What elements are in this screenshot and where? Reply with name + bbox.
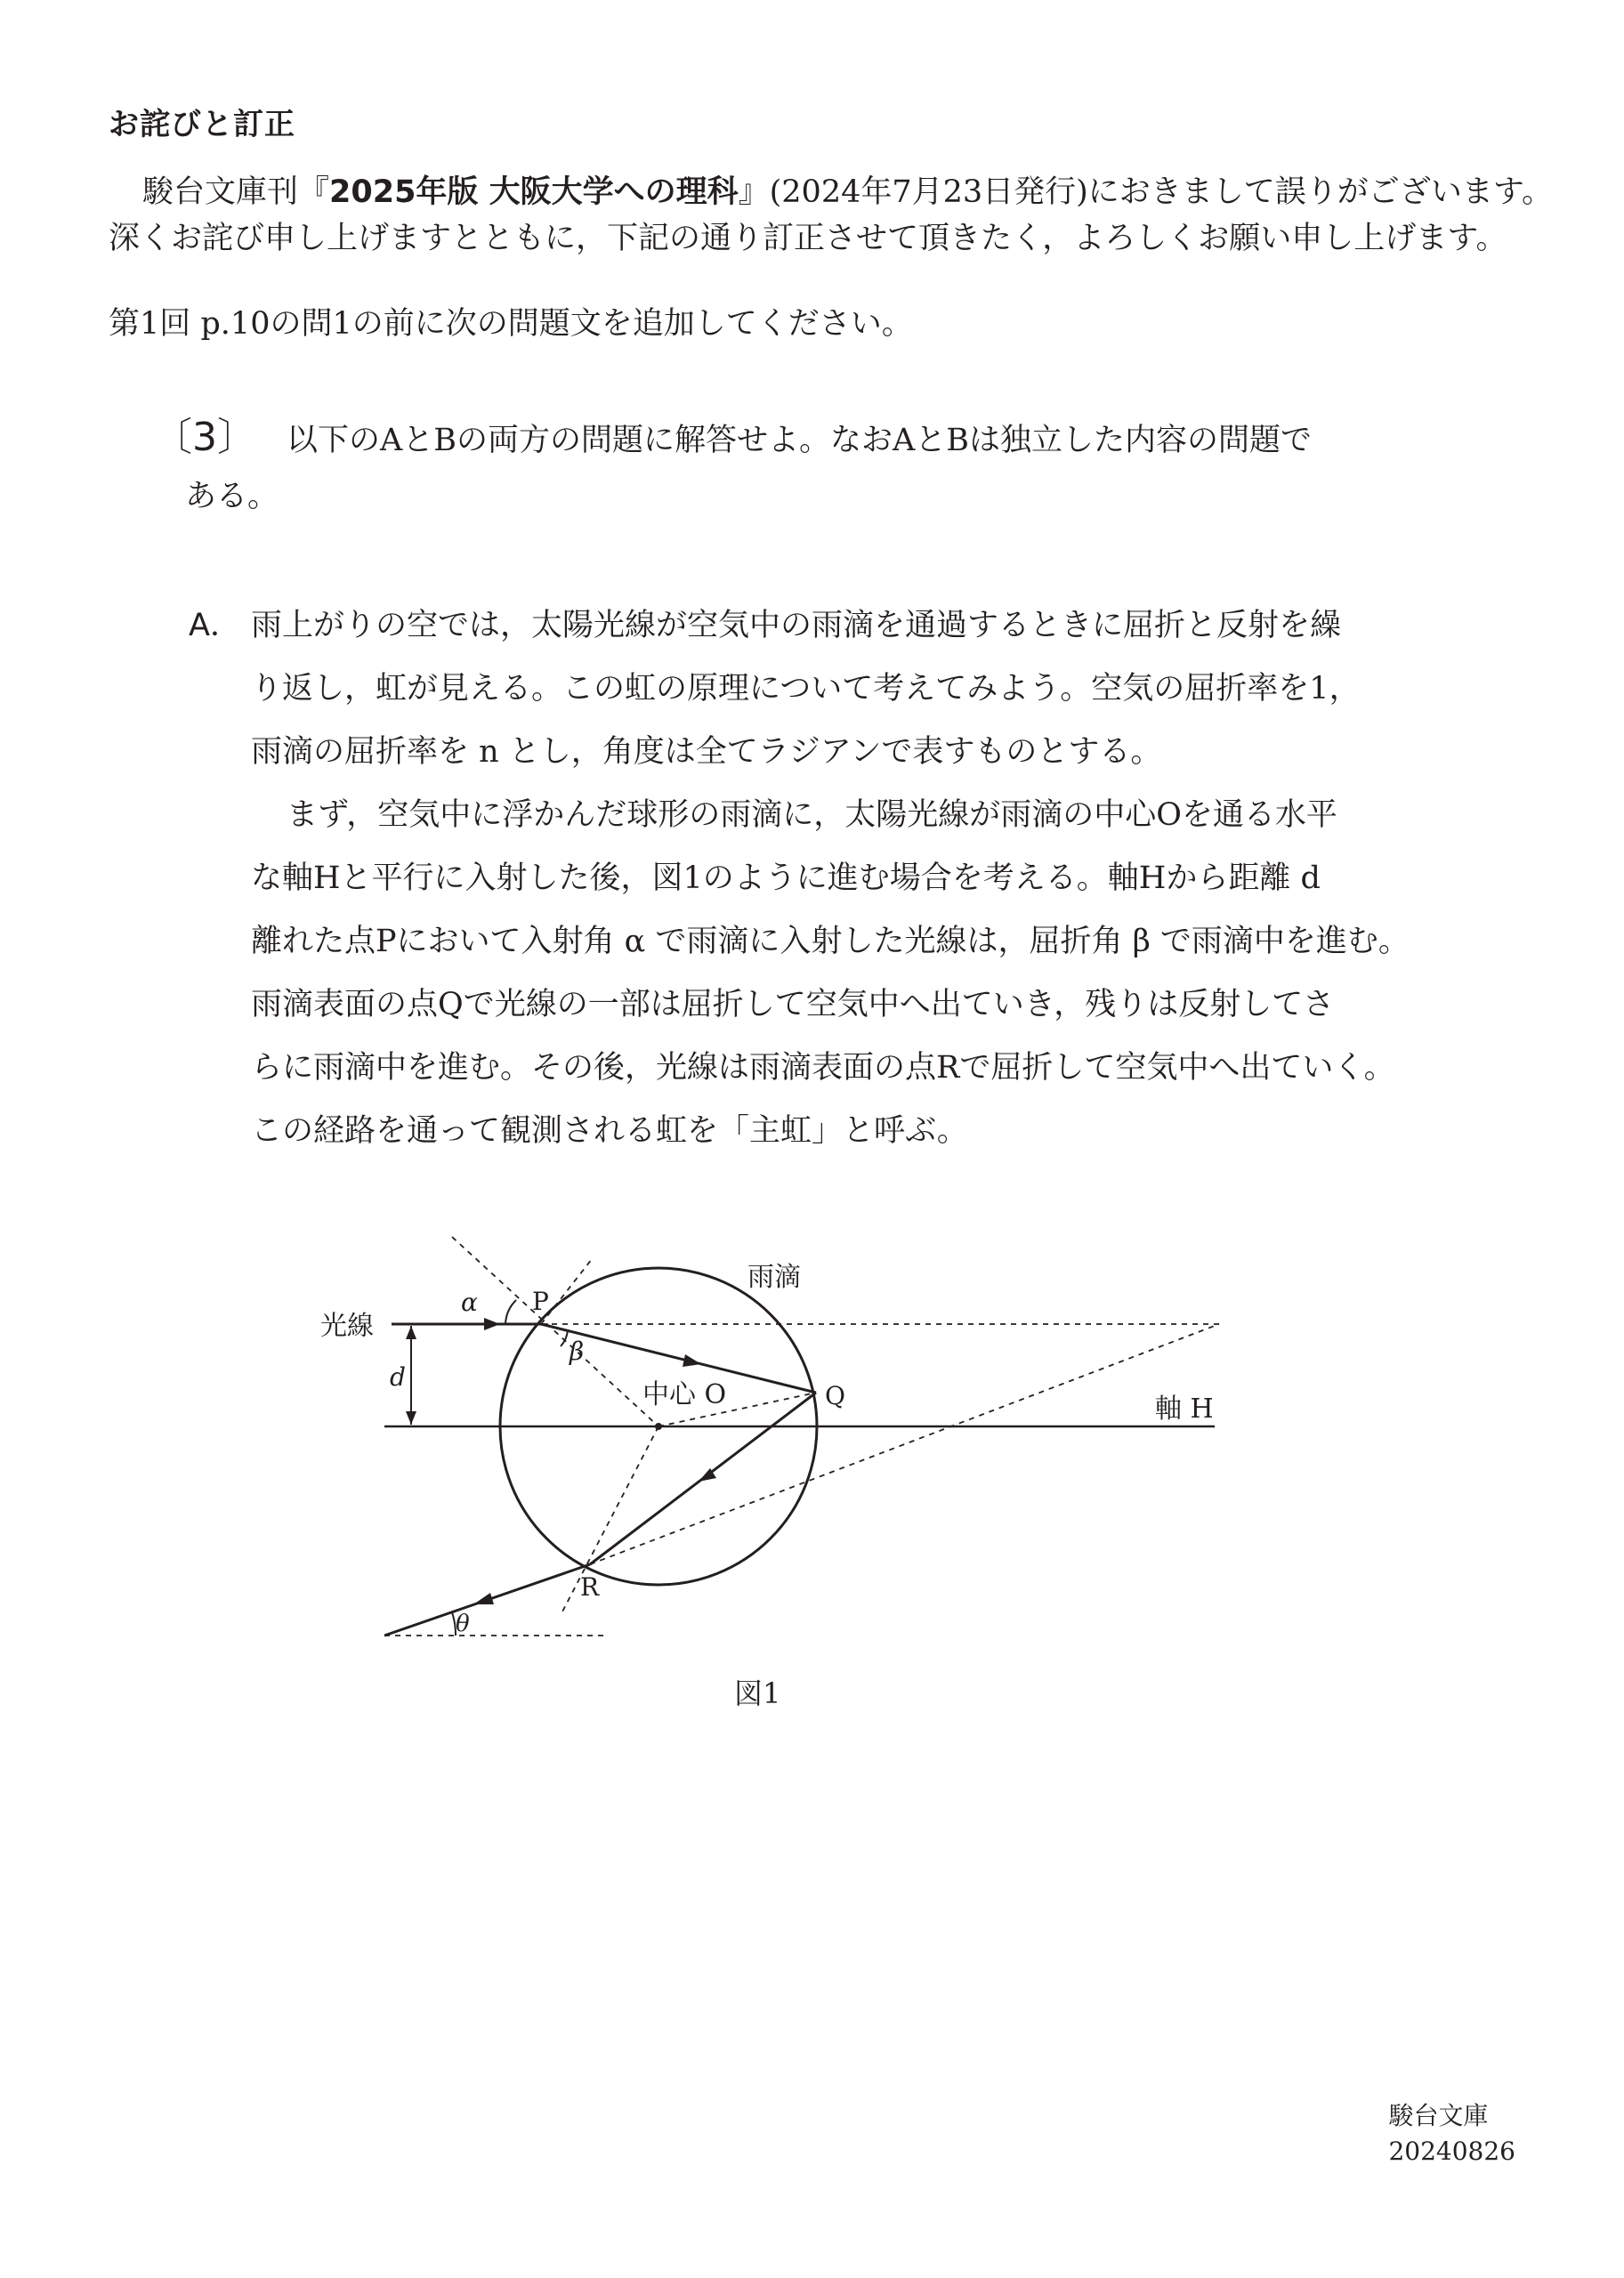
part-a-line-8: らに雨滴中を進む。その後，光線は雨滴表面の点Rで屈折して空気中へ出ていく。 [251,1050,1395,1086]
problem-number: 〔3〕 [153,415,256,460]
problem-line-2: ある。 [185,479,279,514]
footer-publisher: 駿台文庫 [1388,2101,1489,2130]
instruction-text: 第1回 p.10の問1の前に次の問題文を追加してください。 [109,306,913,342]
part-a-line-9: この経路を通って観測される虹を「主虹」と呼ぶ。 [251,1113,968,1149]
label-alpha: α [461,1288,478,1317]
footer-date: 20240826 [1388,2137,1515,2166]
label-d: d [390,1362,406,1392]
part-a-line-5: な軸Hと平行に入射した後，図1のように進む場合を考える。軸Hから距離 d [251,860,1321,896]
book-title: 2025年版 大阪大学への理科 [329,174,739,210]
part-a-line-6: 離れた点Pにおいて入射角 α で雨滴に入射した光線は，屈折角 β で雨滴中を進む。 [251,924,1410,959]
part-a-line-4: まず，空気中に浮かんだ球形の雨滴に，太陽光線が雨滴の中心Oを通る水平 [287,797,1337,833]
label-q: Q [825,1381,845,1410]
alpha-arc [505,1300,516,1324]
beta-arc [561,1330,568,1346]
label-beta: β [570,1337,585,1366]
arrow-incident [484,1318,500,1330]
arrow-d-top [406,1326,416,1339]
page-heading: お詫びと訂正 [109,107,295,142]
problem-header [153,405,1312,462]
arrow-d-bottom [406,1411,416,1425]
label-drop: 雨滴 [747,1262,801,1293]
label-p: P [532,1287,549,1316]
intro-line-1 [109,169,1554,215]
page-footer [1388,2098,1515,2169]
label-center: 中心 O [642,1379,727,1410]
problem-line-1: 以下のAとBの両方の問題に解答せよ。なおAとBは独立した内容の問題で [287,423,1312,458]
center-point [655,1423,662,1430]
intro-line-2: 深くお詫び申し上げますとともに，下記の通り訂正させて頂きたく，よろしくお願い申し上げます。 [109,221,1507,256]
normal-at-p [452,1237,658,1426]
arrow-exit [473,1593,494,1604]
part-a-line-7: 雨滴表面の点Qで光線の一部は屈折して空気中へ出ていき，残りは反射してさ [251,987,1335,1022]
part-a-text [189,594,1410,1163]
intro-line-1-post: 』(2024年7月23日発行)におきまして誤りがございます。 [738,174,1554,210]
part-a-line-3: 雨滴の屈折率を n とし，角度は全てラジアンで表すものとする。 [251,734,1162,770]
label-axis: 軸 H [1155,1393,1214,1425]
part-a-line-1 [189,594,1399,658]
label-theta: θ [456,1611,470,1637]
label-r: R [580,1572,600,1602]
part-a-line-2: り返し，虹が見える。この虹の原理について考えてみよう。空気の屈折率を1， [251,671,1361,707]
label-ray: 光線 [320,1311,374,1342]
part-a-line-1-text: 雨上がりの空では，太陽光線が空気中の雨滴を通過するときに屈折と反射を繰 [251,608,1342,643]
normal-at-r [561,1426,658,1615]
intro-line-1-pre: 駿台文庫刊『 [142,174,330,210]
arrow-pq [683,1354,701,1367]
intro-paragraph [109,169,1554,262]
figure-caption: 図1 [734,1676,781,1710]
rainbow-diagram [303,1197,1246,1660]
part-a-label: A． [189,608,241,643]
